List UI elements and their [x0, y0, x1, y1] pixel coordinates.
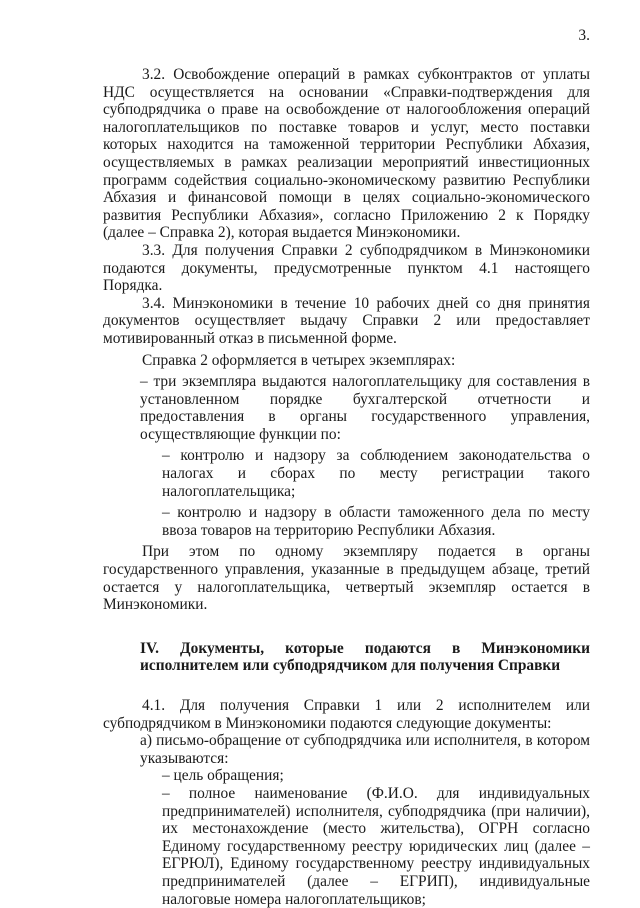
paragraph-4-1: 4.1. Для получения Справки 1 или 2 исполнителем или субподрядчиком в Минэкономики подаются следующие документы: [103, 697, 590, 732]
paragraph-4-1-a-item-1: – цель обращения; [162, 767, 284, 785]
paragraph-3-4: 3.4. Минэкономики в течение 10 рабочих дней со дня принятия документов осуществляет выдачу Справки 2 или предоставляет мотивированный отказ в письменной форме. [103, 294, 590, 347]
copies-sub-item-1: – контролю и надзору за соблюдением законодательства о налогах и сборах по месту регистрации такого налогоплательщика; [162, 447, 590, 500]
paragraph-4-1-a-item-2: – полное наименование (Ф.И.О. для индивидуальных предпринимателей) исполнителя, субподрядчика (при наличии), их местонахождение (место жительства), ОГРН согласно Единому государственному реестру юридических лиц (далее – ЕГРЮЛ), Единому государственному реестру индивидуальных предпринимателей (далее – ЕГРИП), индивидуальные налоговые номера налогоплательщиков; [162, 784, 590, 908]
copies-item-1: – три экземпляра выдаются налогоплательщику для составления в установленном порядке бухгалтерской отчетности и предоставления в органы государственного управления, осуществляющие функции по: [140, 373, 590, 443]
copies-note: При этом по одному экземпляру подается в органы государственного управления, указанные в предыдущем абзаце, третий остается у налогоплательщика, четвертый экземпляр остается в Минэкономики. [103, 543, 590, 614]
paragraph-4-1-a: а) письмо-обращение от субподрядчика или исполнителя, в котором указываются: [140, 732, 590, 767]
paragraph-3-3: 3.3. Для получения Справки 2 субподрядчиком в Минэкономики подаются документы, предусмотренные пунктом 4.1 настоящего Порядка. [103, 241, 590, 295]
section-iv-heading: IV. Документы, которые подаются в Минэкономики исполнителем или субподрядчиком для получения Справки [140, 639, 590, 675]
copies-sub-item-2: – контролю и надзору в области таможенного дела по месту ввоза товаров на территорию Республики Абхазия. [162, 504, 590, 539]
document-body [103, 66, 590, 908]
paragraph-3-2: 3.2. Освобождение операций в рамках субконтрактов от уплаты НДС осуществляется на основании «Справки-подтверждения для субподрядчика о праве на освобождение от налогообложения операций налогоплательщиков по поставке товаров и услуг, место поставки которых находится на таможенной территории Республики Абхазия, осуществляемых в рамках реализации мероприятий инвестиционных программ содействия социально-экономическому развитию Республики Абхазия и финансовой помощи в целях социально-экономического развития Республики Абхазия», согласно Приложению 2 к Порядку (далее – Справка 2), которая выдается Минэкономики. [103, 66, 590, 242]
page-number: 3. [578, 27, 590, 44]
copies-intro: Справка 2 оформляется в четырех экземплярах: [142, 351, 456, 369]
